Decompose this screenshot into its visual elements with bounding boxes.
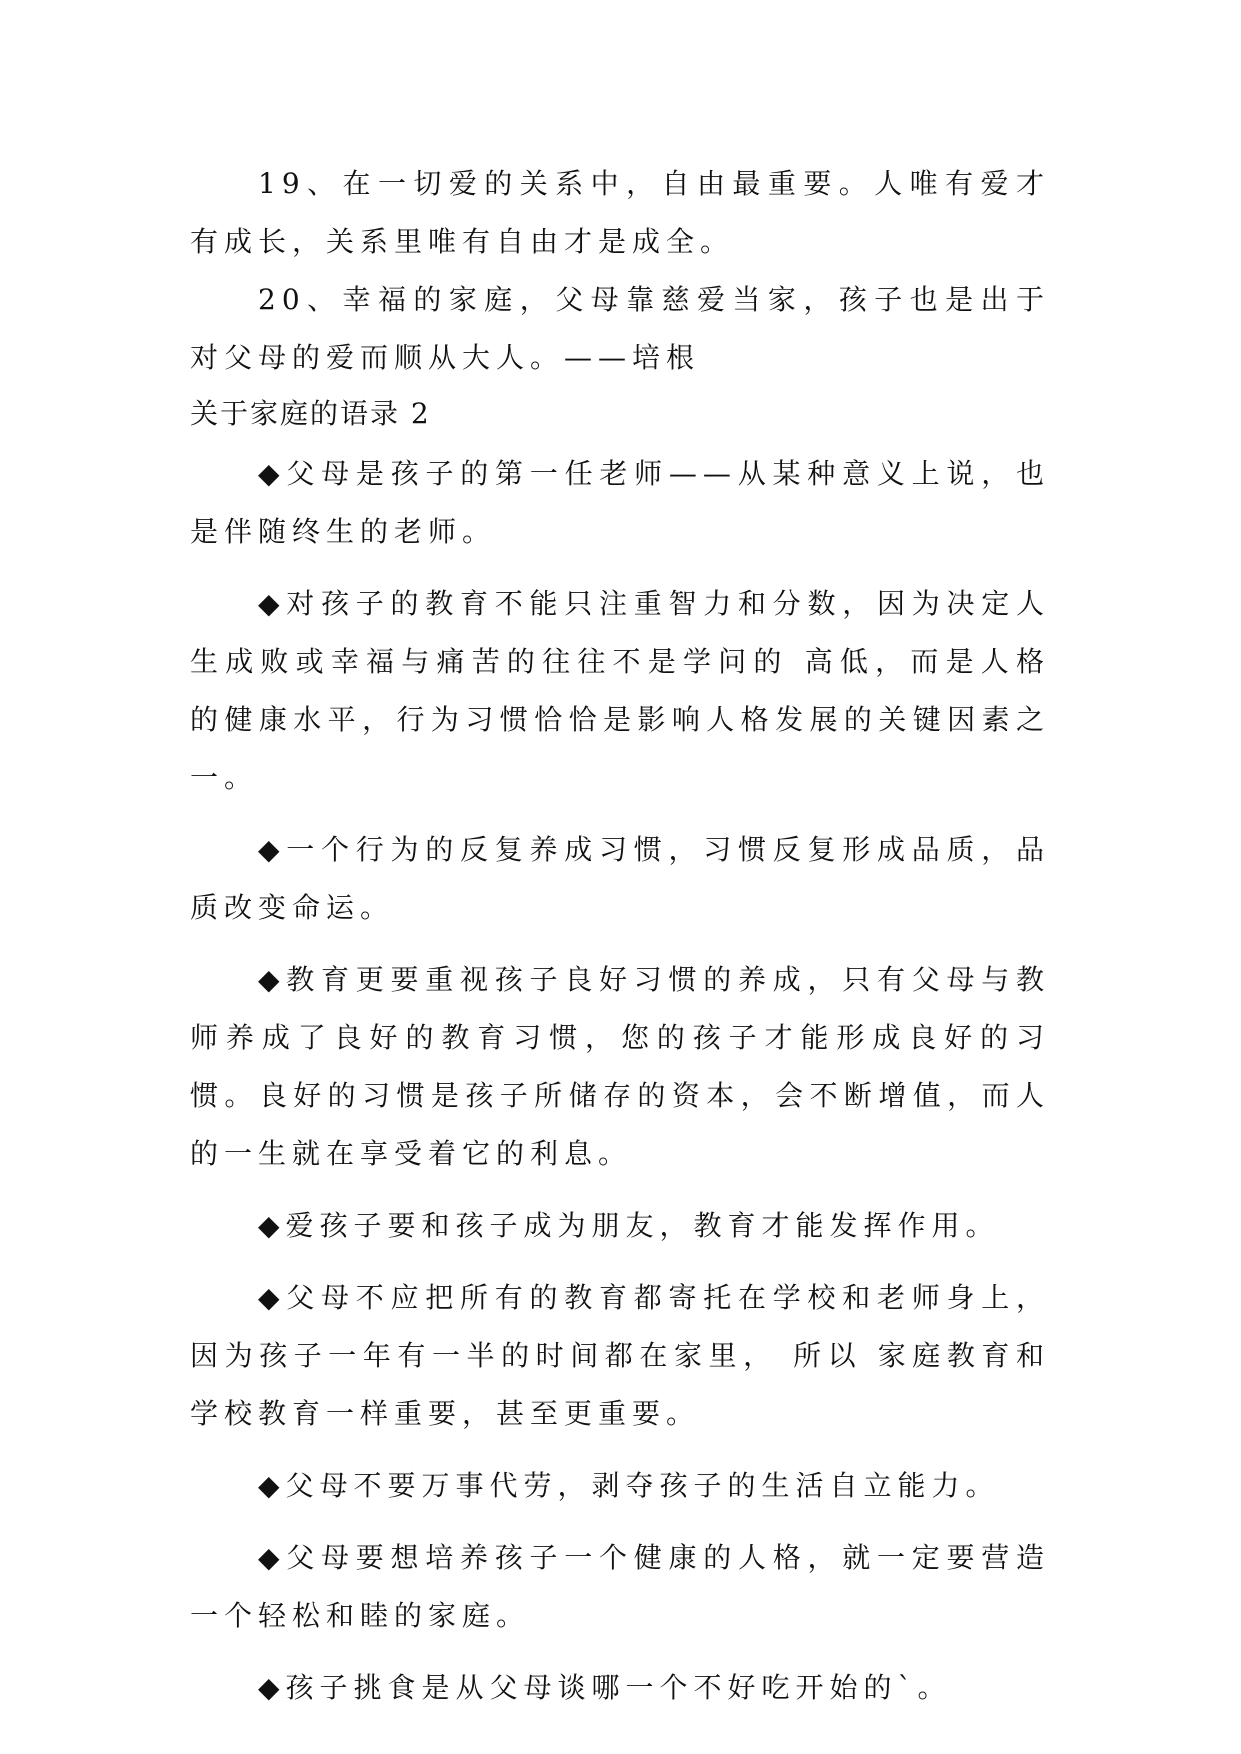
quote-paragraph-20: 20、幸福的家庭，父母靠慈爱当家，孩子也是出于对父母的爱而顺从大人。——培根 bbox=[190, 283, 1050, 374]
section-heading: 关于家庭的语录 2 bbox=[190, 397, 431, 430]
bullet-item-6: ◆父母不应把所有的教育都寄托在学校和老师身上，因为孩子一年有一半的时间都在家里， 所以 家庭教育和学校教育一样重要，甚至更重要。 bbox=[190, 1281, 1050, 1430]
bullet-item-3: ◆一个行为的反复养成习惯，习惯反复形成品质，品质改变命运。 bbox=[190, 833, 1050, 924]
bullet-item-2: ◆对孩子的教育不能只注重智力和分数，因为决定人生成败或幸福与痛苦的往往不是学问的 高低，而是人格的健康水平，行为习惯恰恰是影响人格发展的关键因素之一。 bbox=[190, 587, 1050, 794]
bullet-list bbox=[190, 445, 1050, 1717]
bullet-item-1: ◆父母是孩子的第一任老师——从某种意义上说，也是伴随终生的老师。 bbox=[190, 457, 1050, 548]
quote-paragraph-19: 19、在一切爱的关系中，自由最重要。人唯有爱才有成长，关系里唯有自由才是成全。 bbox=[190, 167, 1050, 258]
document-page bbox=[190, 155, 1050, 1717]
bullet-item-4: ◆教育更要重视孩子良好习惯的养成，只有父母与教师养成了良好的教育习惯，您的孩子才能形成良好的习惯。良好的习惯是孩子所储存的资本，会不断增值，而人的一生就在享受着它的利息。 bbox=[190, 963, 1050, 1170]
bullet-item-5: ◆爱孩子要和孩子成为朋友，教育才能发挥作用。 bbox=[258, 1209, 1000, 1242]
bullet-item-8: ◆父母要想培养孩子一个健康的人格，就一定要营造一个轻松和睦的家庭。 bbox=[190, 1541, 1050, 1632]
bullet-item-7: ◆父母不要万事代劳，剥夺孩子的生活自立能力。 bbox=[258, 1469, 1000, 1502]
bullet-item-9: ◆孩子挑食是从父母谈哪一个不好吃开始的`。 bbox=[258, 1671, 952, 1704]
